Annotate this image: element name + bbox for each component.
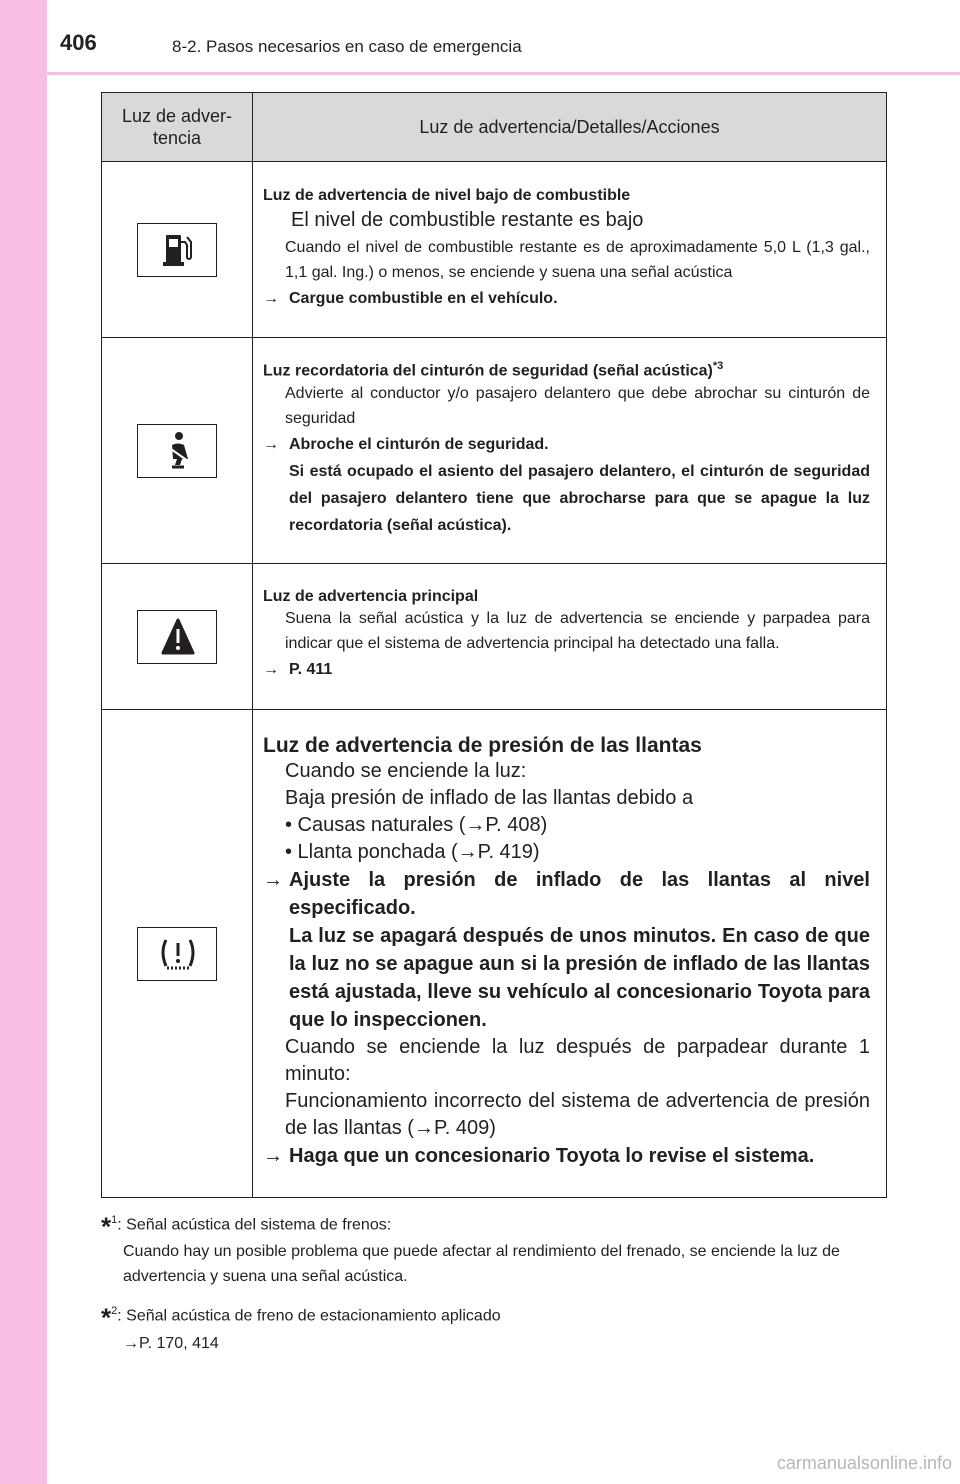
- footnote-asterisk: *: [101, 1302, 112, 1333]
- column-header-light: [102, 93, 253, 162]
- table-row: [102, 710, 887, 1198]
- details-cell: [253, 564, 887, 710]
- page-number: 406: [60, 30, 97, 55]
- row-condition: Cuando se enciende la luz:: [285, 759, 527, 782]
- row-description: Suena la señal acústica y la luz de advertencia se enciende y parpadea para indicar que el sistema de advertencia principal ha detectado una falla.: [285, 610, 870, 652]
- footnote-body: →P. 170, 414: [123, 1334, 219, 1352]
- row-description: Cuando el nivel de combustible restante es de aproximadamente 5,0 L (1,3 gal., 1,1 gal. Ing.) o menos, se enciende y suena una señal acústica: [285, 239, 870, 281]
- arrow-icon: →: [263, 435, 279, 453]
- arrow-icon: →: [263, 290, 279, 307]
- row-action: [263, 656, 870, 683]
- bullet-item: • Llanta ponchada (→P. 419): [285, 840, 540, 863]
- row-action-text: Cargue combustible en el vehículo.: [289, 290, 558, 307]
- footnote-title: : Señal acústica de freno de estacionamiento aplicado: [117, 1307, 501, 1325]
- seatbelt-icon: [137, 424, 217, 478]
- row-action-extra: Si está ocupado el asiento del pasajero delantero, el cinturón de seguridad del pasajero delantero tiene que abrocharse para que se apague la luz recordatoria (señal acústica).: [289, 462, 870, 534]
- arrow-icon: →: [263, 868, 283, 891]
- footnote-number: 2: [111, 1305, 118, 1318]
- fuel-pump-icon: [137, 223, 217, 277]
- row-title-text: Luz recordatoria del cinturón de seguridad (señal acústica): [263, 362, 713, 380]
- footnote-2: [101, 1299, 887, 1355]
- footnotes: [101, 1208, 887, 1356]
- row-title: Luz de advertencia de presión de las llantas: [263, 733, 702, 757]
- column-header-details: Luz de advertencia/Detalles/Acciones: [253, 93, 887, 162]
- table-header-row: [102, 93, 887, 162]
- row-subtitle: El nivel de combustible restante es bajo: [291, 209, 644, 231]
- footnote-number: 1: [111, 1214, 118, 1226]
- row-action-text: Abroche el cinturón de seguridad.: [289, 435, 549, 453]
- table-row: [102, 162, 887, 338]
- details-cell: [253, 162, 887, 338]
- footnote-ref: *3: [712, 360, 724, 373]
- row-description: Baja presión de inflado de las llantas debido a: [285, 786, 694, 809]
- icon-cell: [102, 338, 253, 564]
- watermark: carmanualsonline.info: [776, 1453, 952, 1473]
- row-action-text: Ajuste la presión de inflado de las llantas al nivel especificado.: [289, 868, 870, 919]
- footnote-asterisk: *: [101, 1211, 112, 1242]
- row-action-extra: La luz se apagará después de unos minutos. En caso de que la luz no se apague aun si la presión de inflado de las llantas está ajustada, lleve su vehículo al concesionario Toyota para que lo inspeccionen.: [289, 924, 870, 1031]
- details-cell: [253, 710, 887, 1198]
- details-cell: [253, 338, 887, 564]
- row-action: [263, 431, 870, 458]
- row-action: [263, 285, 870, 312]
- bullet-item: • Causas naturales (→P. 408): [285, 813, 548, 836]
- row-title: Luz de advertencia de nivel bajo de combustible: [263, 187, 631, 204]
- row-description: Funcionamiento incorrecto del sistema de advertencia de presión de las llantas (→P. 409): [285, 1089, 870, 1139]
- row-title: Luz de advertencia principal: [263, 588, 479, 605]
- icon-cell: [102, 564, 253, 710]
- footnote-body: Cuando hay un posible problema que puede afectar al rendimiento del frenado, se enciende la luz de advertencia y suena una señal acústica.: [123, 1243, 840, 1286]
- row-description: Advierte al conductor y/o pasajero delantero que debe abrochar su cinturón de seguridad: [285, 384, 870, 427]
- row-action: [263, 1142, 870, 1170]
- table-row: [102, 564, 887, 710]
- arrow-icon: →: [263, 1144, 283, 1167]
- icon-cell: [102, 162, 253, 338]
- row-action-text: Haga que un concesionario Toyota lo revise el sistema.: [289, 1144, 815, 1167]
- master-warning-icon: [137, 610, 217, 664]
- column-header-light-label: Luz de adver- tencia: [121, 106, 233, 148]
- header-divider: [47, 72, 960, 75]
- row-action: [263, 866, 870, 922]
- row-action-text: P. 411: [289, 661, 333, 678]
- tire-pressure-icon: [137, 927, 217, 981]
- warning-lights-table: [101, 92, 887, 1198]
- section-title: 8-2. Pasos necesarios en caso de emergencia: [172, 37, 522, 56]
- table-row: [102, 338, 887, 564]
- footnote-title: : Señal acústica del sistema de frenos:: [117, 1216, 392, 1234]
- arrow-icon: →: [263, 661, 279, 678]
- icon-cell: [102, 710, 253, 1198]
- row-condition: Cuando se enciende la luz después de parpadear durante 1 minuto:: [285, 1035, 870, 1085]
- row-title: [263, 360, 870, 380]
- page-side-tab: [0, 0, 47, 1484]
- footnote-1: [101, 1208, 887, 1289]
